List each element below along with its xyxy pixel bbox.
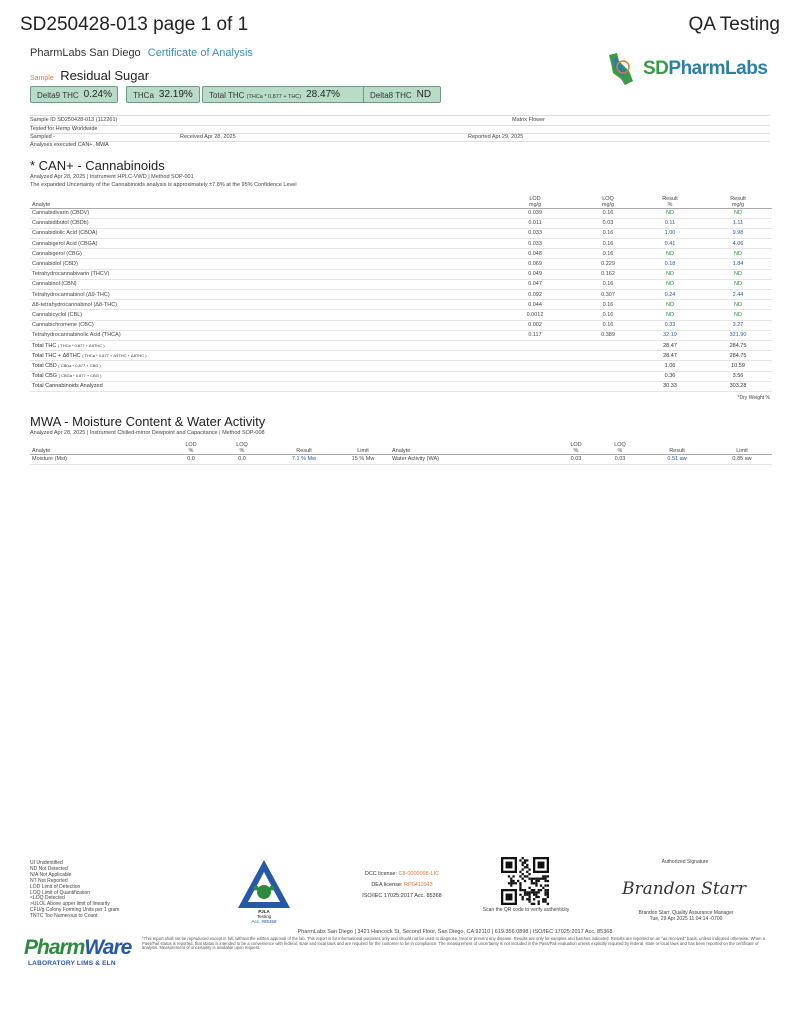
total-name: Total THC + Δ8THC ( THCa * 0.877 + Δ9THC + Δ8THC )	[30, 351, 490, 361]
moisture-lod: 0.0	[170, 454, 212, 464]
total-row	[30, 340, 772, 350]
signature-name: Brandon Starr, Quality Assurance Manager Tue, 29 Apr 2025 11:04:14 -0700	[638, 910, 734, 922]
result-mg: ND	[704, 269, 772, 279]
result-mg: 321.90	[704, 330, 772, 340]
mwa-header-loq: LOQ %	[212, 440, 272, 454]
sample-tag: Sample	[30, 75, 54, 82]
svg-text:Brandon Starr: Brandon Starr	[622, 879, 747, 899]
moisture-result: 7.1 % Mw	[272, 454, 336, 464]
water-activity-name: Water Activity (WA)	[390, 454, 554, 464]
disclaimer: *This report shall not be reproduced except in full, without the written approval of the lab. This report is for informational purposes only and should not be used to diagnose, treat or prevent any disease. Results are only for samples and batches indicated. Results are reported on an "as received" basis, unless indicated otherwise. When a Pass/Fail status is reported, that status is intended to be a convenience with federal, state and local laws and are required for the customer to be in compliance. The measurement of uncertainty is not included in the Pass/Fail evaluation unless explicitly required by federal, state or local laws and has been reported on the certificate of analysis. Measurement of uncertainty is available upon request.	[142, 936, 765, 951]
total-name: Total CBD ( CBDa * 0.877 + CBD )	[30, 361, 490, 371]
signature-heading: Authorized Signature	[661, 859, 709, 865]
loq-value: 0.162	[580, 269, 636, 279]
table-row	[30, 454, 772, 464]
legend-item: UI Unidentified	[30, 860, 63, 866]
loq-value: 0.16	[580, 279, 636, 289]
license-info: DCC license: C8-0000098-LIC DEA license: RP0411043 ISO/IEC 17025:2017 Acc. 85368	[362, 871, 442, 899]
total-pct: 30.33	[636, 381, 704, 391]
cannabinoids-title: * CAN+ - Cannabinoids	[30, 158, 165, 173]
legend-item: <LOQ Detected	[30, 895, 65, 902]
table-row	[30, 330, 772, 340]
mwa-title: MWA - Moisture Content & Water Activity	[30, 414, 266, 429]
cannabinoids-uncertainty: The expanded Uncertainty of the Cannabinoids analysis is approximately ±7.8% at the 95% Confidence Level	[30, 182, 297, 188]
qa-label: QA Testing	[688, 14, 780, 35]
analyte-name: Cannabichromene (CBC)	[30, 320, 490, 330]
mwa-header-loq2: LOQ %	[598, 440, 642, 454]
total-row	[30, 361, 772, 371]
loq-value: 0.16	[580, 228, 636, 238]
analyte-name: Tetrahydrocannabinolic Acid (THCA)	[30, 330, 490, 340]
loq-value: 0.16	[580, 249, 636, 259]
table-row	[30, 249, 772, 259]
lod-value: 0.069	[490, 259, 580, 269]
mwa-header-limit: Limit	[336, 440, 390, 454]
total-pct: 28.47	[636, 351, 704, 361]
lod-value: 0.0012	[490, 310, 580, 320]
loq-value: 0.16	[580, 320, 636, 330]
total-mg: 284.75	[704, 351, 772, 361]
pill-total-thc: Total THC (THCa * 0.877 + THC) 28.47%	[202, 86, 386, 103]
table-row	[30, 320, 772, 330]
result-pct: ND	[636, 300, 704, 310]
loq-value: 0.16	[580, 300, 636, 310]
qr-code-icon[interactable]	[501, 857, 549, 905]
result-mg: ND	[704, 249, 772, 259]
mwa-header-result: Result	[272, 440, 336, 454]
result-pct: ND	[636, 269, 704, 279]
lod-value: 0.033	[490, 228, 580, 238]
header-loq: LOQ mg/g	[580, 192, 636, 208]
lod-value: 0.049	[490, 269, 580, 279]
company-line	[30, 47, 253, 59]
result-pct: 0.41	[636, 239, 704, 249]
sdpharmlabs-logo	[603, 49, 773, 89]
result-mg: ND	[704, 279, 772, 289]
pharmware-logo: PharmWare LABORATORY LIMS & ELN	[24, 936, 132, 967]
dry-weight-note: *Dry Weight %	[737, 395, 770, 401]
mwa-table	[30, 440, 772, 465]
lab-address: PharmLabs San Diego | 3421 Hancock St, Second Floor, San Diego, CA 92110 | 619.356.0898 | ISO/IEC 17025:2017 Acc. 85368	[297, 929, 613, 935]
lod-value: 0.044	[490, 300, 580, 310]
analyte-name: Cannabidibutol (CBDb)	[30, 218, 490, 228]
analyses-executed: Analyses executed CAN+, MWA	[30, 142, 109, 148]
mwa-analyzed: Analyzed Apr 28, 2025 | Instrument Chilled-mirror Dewpoint and Capacitance | Method SOP-008	[30, 430, 265, 436]
table-row	[30, 269, 772, 279]
matrix: Matrix Flower	[512, 117, 546, 123]
pill-thca: THCa 32.19%	[126, 86, 200, 103]
california-map-icon	[603, 49, 643, 89]
reported: Reported Apr 29, 2025	[468, 134, 524, 140]
table-row	[30, 259, 772, 269]
analyte-name: Cannabidiol (CBD)	[30, 259, 490, 269]
total-row	[30, 351, 772, 361]
result-mg: 9.98	[704, 228, 772, 238]
mwa-header-lod: LOD %	[170, 440, 212, 454]
lod-value: 0.092	[490, 290, 580, 300]
result-pct: ND	[636, 208, 704, 218]
lod-value: 0.117	[490, 330, 580, 340]
loq-value: 0.229	[580, 259, 636, 269]
result-pct: ND	[636, 249, 704, 259]
sample-id: Sample ID SD250428-013 (112261)	[30, 117, 118, 123]
lod-value: 0.033	[490, 239, 580, 249]
logo-wordmark: SDPharmLabs	[643, 58, 768, 79]
coa-label: Certificate of Analysis	[147, 47, 253, 59]
mwa-header-result2: Result	[642, 440, 712, 454]
total-pct: 1.06	[636, 361, 704, 371]
result-mg: 3.27	[704, 320, 772, 330]
lod-value: 0.002	[490, 320, 580, 330]
table-row	[30, 300, 772, 310]
result-mg: 1.11	[704, 218, 772, 228]
result-mg: ND	[704, 208, 772, 218]
total-mg: 3.56	[704, 371, 772, 381]
mwa-header-limit2: Limit	[712, 440, 772, 454]
table-row	[30, 228, 772, 238]
total-mg: 284.75	[704, 340, 772, 350]
table-header	[30, 192, 772, 208]
pjla-caption: PJLA Testing Acc. #85368	[251, 909, 277, 924]
moisture-name: Moisture (Mst)	[30, 454, 170, 464]
result-mg: 4.06	[704, 239, 772, 249]
pill-delta8-thc: Delta8 THC ND	[363, 86, 441, 103]
water-activity-lod: 0.03	[554, 454, 598, 464]
table-row	[30, 208, 772, 218]
header-result-mg: Result mg/g	[704, 192, 772, 208]
sample-name: Residual Sugar	[60, 68, 150, 83]
result-mg: 1.84	[704, 259, 772, 269]
table-row	[30, 310, 772, 320]
loq-value: 0.03	[580, 218, 636, 228]
analyte-name: Tetrahydrocannabivarin (THCV)	[30, 269, 490, 279]
total-mg: 303.28	[704, 381, 772, 391]
sample-line	[30, 67, 149, 85]
result-pct: 0.24	[636, 290, 704, 300]
lod-value: 0.011	[490, 218, 580, 228]
abbreviation-legend	[30, 861, 119, 920]
result-pct: 0.18	[636, 259, 704, 269]
table-row	[30, 239, 772, 249]
header-analyte: Analyte	[30, 192, 490, 208]
lod-value: 0.047	[490, 279, 580, 289]
lod-value: 0.048	[490, 249, 580, 259]
moisture-limit: 15 % Mw	[336, 454, 390, 464]
moisture-loq: 0.0	[212, 454, 272, 464]
total-row	[30, 371, 772, 381]
result-pct: 0.11	[636, 218, 704, 228]
table-row	[30, 279, 772, 289]
loq-value: 0.16	[580, 310, 636, 320]
analyte-name: Cannabinol (CBN)	[30, 279, 490, 289]
water-activity-result: 0.51 aw	[642, 454, 712, 464]
legend-item: TNTC Too Numerous to Count	[30, 913, 98, 920]
analyte-name: Tetrahydrocannabinol (Δ9-THC)	[30, 290, 490, 300]
mwa-header-analyte: Analyte	[30, 440, 170, 454]
legend-item: LOD Limit of Detection	[30, 883, 81, 890]
result-pct: 32.19	[636, 330, 704, 340]
total-pct: 28.47	[636, 340, 704, 350]
total-name: Total THC ( THCa * 0.877 + Δ9THC )	[30, 340, 490, 350]
header-result-pct: Result %	[636, 192, 704, 208]
water-activity-limit: 0.85 aw	[712, 454, 772, 464]
result-pct: ND	[636, 279, 704, 289]
info-row-analyses	[30, 142, 770, 150]
total-row	[30, 381, 772, 391]
qr-caption: Scan the QR code to verify authenticity	[482, 907, 570, 913]
result-pct: 1.00	[636, 228, 704, 238]
loq-value: 0.389	[580, 330, 636, 340]
table-row	[30, 290, 772, 300]
table-row	[30, 218, 772, 228]
result-pct: ND	[636, 310, 704, 320]
loq-value: 0.16	[580, 208, 636, 218]
analyte-name: Δ8-tetrahydrocannabinol (Δ8-THC)	[30, 300, 490, 310]
analyte-name: Cannabigerol Acid (CBGA)	[30, 239, 490, 249]
legend-item: >ULOL Above upper limit of linearity	[30, 901, 110, 908]
lod-value: 0.039	[490, 208, 580, 218]
legend-item: N/A Not Applicable	[30, 871, 72, 878]
analyte-name: Cannabigerol (CBG)	[30, 249, 490, 259]
legend-item: ND Not Detected	[30, 865, 68, 872]
total-name: Total Cannabinoids Analyzed	[30, 381, 490, 391]
legend-item: NT Not Reported	[30, 877, 68, 884]
analyte-name: Cannabicyclol (CBL)	[30, 310, 490, 320]
water-activity-loq: 0.03	[598, 454, 642, 464]
analyte-name: Cannabidiolic Acid (CBDA)	[30, 228, 490, 238]
mwa-header-analyte2: Analyte	[390, 440, 554, 454]
top-bar	[20, 14, 780, 40]
header-lod: LOD mg/g	[490, 192, 580, 208]
info-row-sample	[30, 117, 770, 125]
result-mg: ND	[704, 310, 772, 320]
loq-value: 0.16	[580, 239, 636, 249]
lab-name: PharmLabs San Diego	[30, 47, 141, 59]
total-name: Total CBG ( CBGa * 0.877 + CBG )	[30, 371, 490, 381]
received: Received Apr 28, 2025	[180, 134, 236, 140]
analyte-name: Cannabidivarin (CBDV)	[30, 208, 490, 218]
result-pct: 0.33	[636, 320, 704, 330]
result-mg: 2.44	[704, 290, 772, 300]
result-mg: ND	[704, 300, 772, 310]
legend-item: LOQ Limit of Quantification	[30, 889, 91, 896]
divider	[30, 115, 770, 116]
legend-item: CFU/g Colony Forming Units per 1 gram	[30, 907, 120, 914]
cannabinoids-analyzed: Analyzed Apr 28, 2025 | Instrument HPLC-VWD | Method SOP-001	[30, 174, 194, 180]
document-id: SD250428-013 page 1 of 1	[20, 14, 249, 35]
tested-for: Tested for Hemp Worldwide	[30, 126, 98, 132]
loq-value: 0.307	[580, 290, 636, 300]
total-pct: 0.36	[636, 371, 704, 381]
mwa-header	[30, 440, 772, 454]
handwritten-signature	[618, 874, 750, 902]
sampled: Sampled -	[30, 134, 56, 140]
mwa-header-lod2: LOD %	[554, 440, 598, 454]
cannabinoids-table	[30, 192, 772, 392]
total-mg: 10.59	[704, 361, 772, 371]
pill-delta9-thc: Delta9 THC 0.24%	[30, 86, 118, 103]
